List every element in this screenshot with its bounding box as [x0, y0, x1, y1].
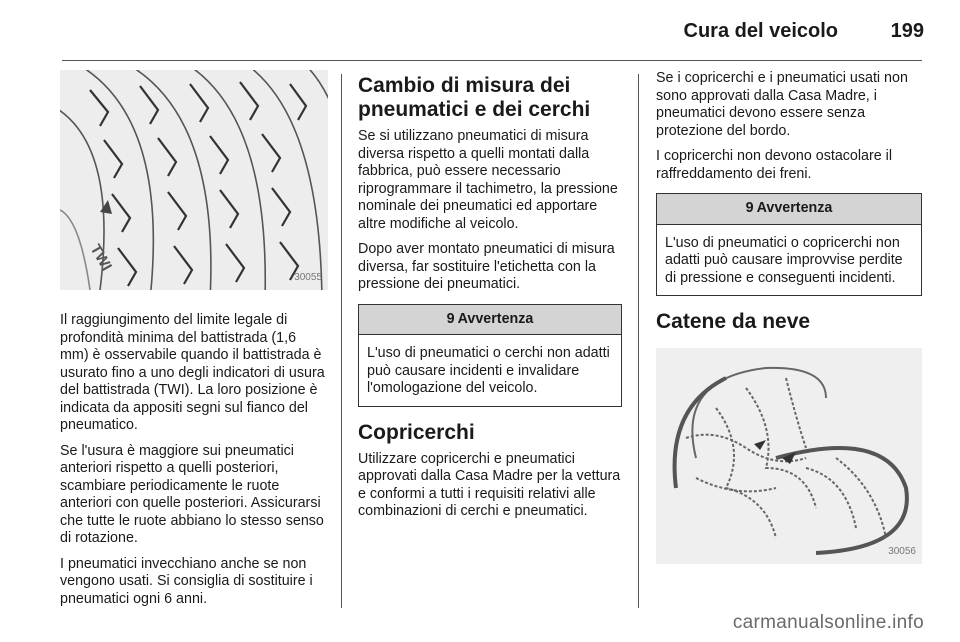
- paragraph: Se si utilizzano pneumatici di misura diversa rispetto a quelli montati dalla fabbrica, può essere necessario riprogrammare il tachimetro, la pressione nominale dei pneumatici ed apportare altre modifiche al veicolo.: [358, 128, 618, 232]
- paragraph: Se l'usura è maggiore sui pneumatici anteriori rispetto a quelli posteriori, scambiare periodicamente le ruote anteriori con quelle posteriori. Assicurarsi che tutte le ruote abbiano lo stesso senso di rotazione.: [60, 442, 324, 546]
- warning-triangle-icon: 9: [446, 310, 455, 327]
- warning-triangle-icon: 9: [745, 200, 754, 216]
- column-3: [656, 70, 922, 564]
- paragraph: Utilizzare copricerchi e pneumatici approvati dalla Casa Madre per la vettura e conformi a tutti i requisiti relativi alle combinazioni di cerchi e pneumatici.: [358, 450, 621, 519]
- column-1: [60, 70, 328, 616]
- warning-box: [656, 193, 922, 296]
- section-heading: Catene da neve: [656, 310, 811, 333]
- section-heading: Cambio di misura dei pneumatici e dei cerchi: [358, 74, 591, 121]
- warning-text: L'uso di pneumatici o cerchi non adatti può causare incidenti e invalidare l'omologazione del veicolo.: [367, 345, 610, 396]
- watermark: carmanualsonline.info: [732, 612, 924, 633]
- paragraph: I pneumatici invecchiano anche se non vengono usati. Si consiglia di sostituire i pneumatici ogni 6 anni.: [60, 555, 313, 607]
- warning-title: Avvertenza: [457, 310, 534, 327]
- header-title: Cura del veicolo: [683, 20, 838, 42]
- warning-box: [358, 304, 622, 407]
- tire-tread-figure: [60, 70, 328, 290]
- figure-number: 30055: [294, 271, 322, 283]
- paragraph: Dopo aver montato pneumatici di misura diversa, far sostituire l'etichetta con la pressione dei pneumatici.: [358, 241, 615, 292]
- paragraph: Il raggiungimento del limite legale di profondità minima del battistrada (1,6 mm) è osservabile quando il battistrada è usurato fino a uno degli indicatori di usura del battistrada (TWI). La loro posizione è indicata da appositi segni sul fianco del pneumatico.: [60, 312, 325, 433]
- header-rule: [62, 60, 922, 61]
- figure-number: 30056: [888, 545, 916, 557]
- snow-chains-figure: [656, 348, 922, 564]
- section-heading: Copricerchi: [358, 420, 475, 444]
- warning-text: L'uso di pneumatici o copricerchi non adatti può causare improvvise perdite di pressione e conseguenti incidenti.: [665, 234, 903, 286]
- tire-twi-marking: TWI: [86, 241, 116, 274]
- warning-title: Avvertenza: [756, 200, 833, 216]
- column-divider-2: [638, 74, 639, 608]
- paragraph: Se i copricerchi e i pneumatici usati non sono approvati dalla Casa Madre, i pneumatici devono essere senza protezione del bordo.: [656, 70, 908, 139]
- page-number: 199: [890, 20, 924, 42]
- column-2: [358, 70, 622, 529]
- tire-tread-illustration: [60, 70, 328, 290]
- warning-header: [657, 194, 921, 225]
- warning-header: [359, 305, 621, 336]
- paragraph: I copricerchi non devono ostacolare il raffreddamento dei freni.: [656, 148, 893, 182]
- column-divider-1: [341, 74, 342, 608]
- snow-chains-illustration: [656, 348, 922, 564]
